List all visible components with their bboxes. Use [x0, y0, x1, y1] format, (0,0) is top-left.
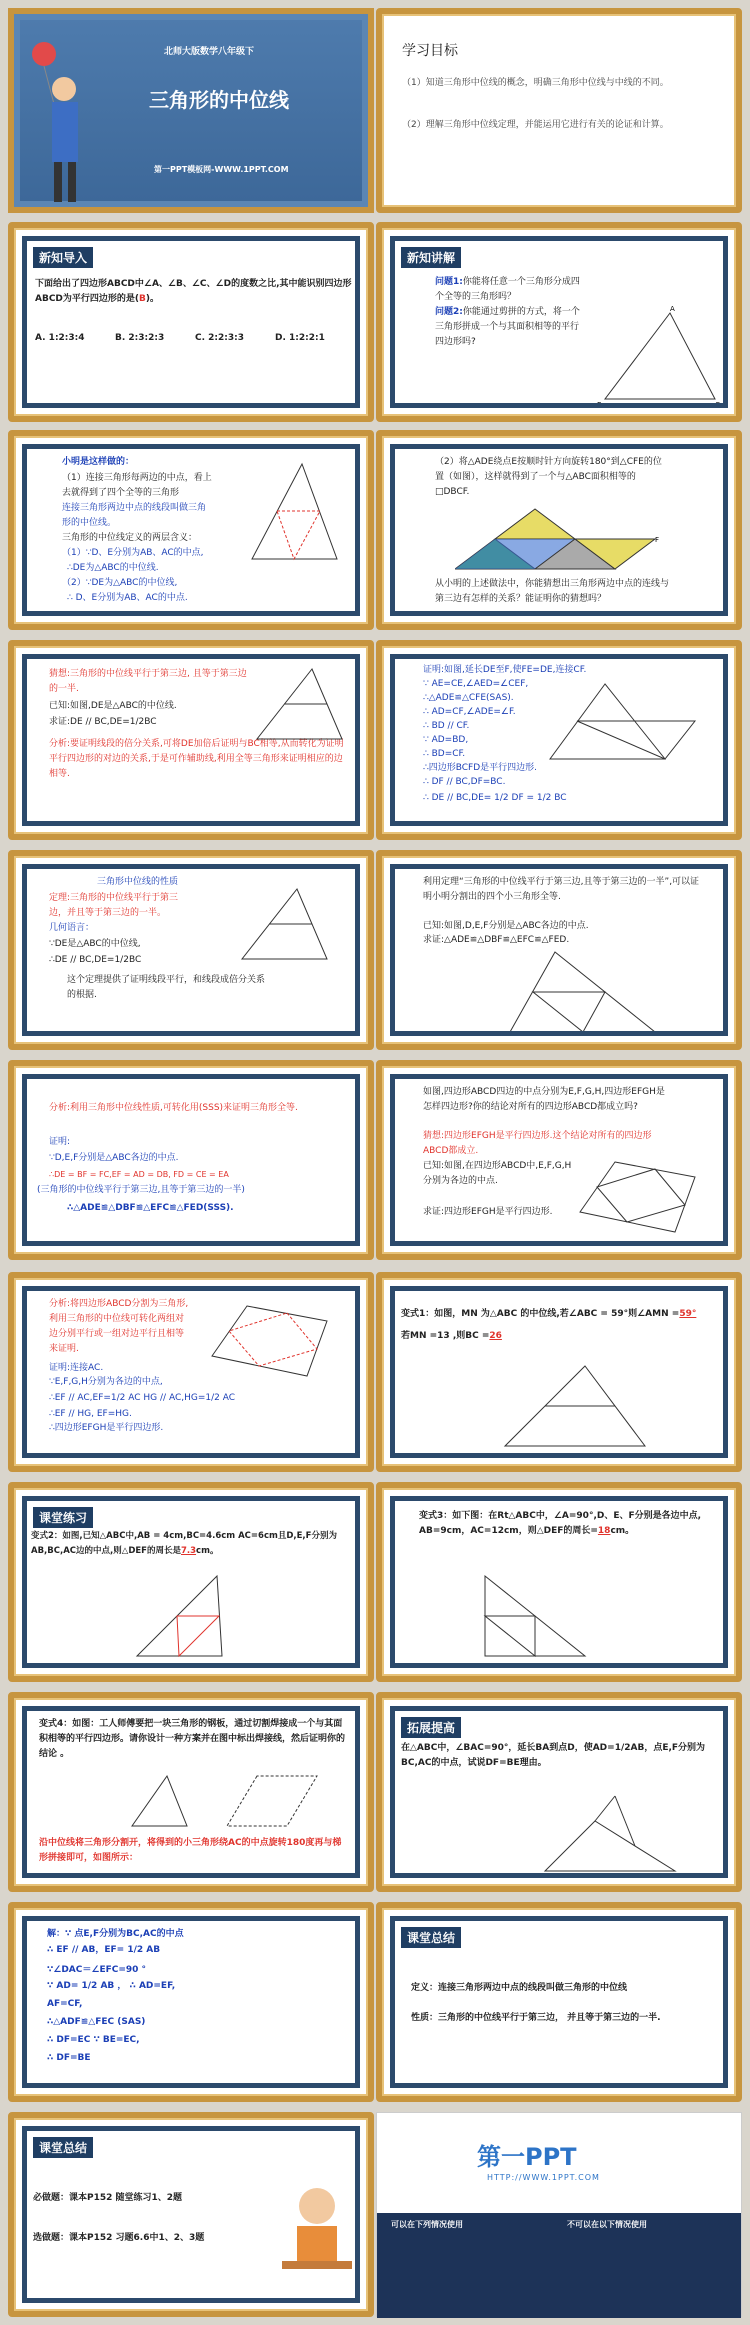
- perimeter-figure: [127, 1571, 247, 1661]
- quadrilateral-figure: [575, 1157, 705, 1237]
- svg-text:C: C: [715, 401, 720, 409]
- slide-solution: 解：∵ 点E,F分别为BC,AC的中点 ∴ EF // AB，EF= 1/2 AB ∵∠DAC＝∠EFC=90 ° ∵ AD= 1/2 AB ， ∴ AD=EF, AF=CF, ∴△ADF≌△FEC (SAS) ∴ DF=EC ∵ BE=EC, ∴ DF=BE: [8, 1902, 374, 2102]
- conjecture-figure: [247, 664, 347, 744]
- ppt-logo: 第一PPT: [477, 2143, 577, 2171]
- slide-application: 利用定理“三角形的中位线平行于第三边,且等于第三边的一半”,可以证明小明分割出的四个小三角形全等. 已知:如图,D,E,F分别是△ABC各边的中点. 求证:△ADE≌△DBF≌△EFC≌△FED.: [376, 850, 742, 1050]
- slide-tag: 课堂总结: [401, 1927, 461, 1948]
- cover-slide: [8, 8, 374, 213]
- slide-summary: 课堂总结 定义：连接三角形两边中点的线段叫做三角形的中位线 性质：三角形的中位线平行于第三边， 并且等于第三边的一半.: [376, 1902, 742, 2102]
- series-title: 北师大版数学八年级下: [164, 47, 255, 57]
- slide-variant-1: 变式1：如图，MN 为△ABC 的中位线,若∠ABC = 59°则∠AMN =59° 若MN =13 ,则BC =26: [376, 1272, 742, 1472]
- option-c: C. 2:2:3:3: [195, 333, 245, 343]
- slide-tag: 课堂练习: [33, 1507, 93, 1528]
- mn-figure: [495, 1361, 655, 1451]
- usage-allowed: 可以在下列情况使用: [391, 2220, 463, 2229]
- slide-quadrilateral: 如图,四边形ABCD四边的中点分别为E,F,G,H,四边形EFGH是怎样四边形?你的结论对所有的四边形ABCD都成立吗? 猜想:四边形EFGH是平行四边形.这个结论对所有的四边形ABCD都成立. 已知:如图,在四边形ABCD中,E,F,G,H分别为各边的中点. 求证:四边形EFGH是平行四边形.: [376, 1060, 742, 1260]
- slide-intro: [8, 222, 374, 422]
- rotation-figure: [455, 504, 705, 574]
- slide-objectives: [376, 8, 742, 213]
- cover-site: 第一PPT模板网-WWW.1PPT.COM: [154, 165, 289, 174]
- objectives-heading: 学习目标: [402, 43, 458, 59]
- svg-text:B: B: [597, 401, 602, 409]
- slide-xiaoming-1: 小明是这样做的： （1）连接三角形每两边的中点，看上去就得到了四个全等的三角形 连接三角形两边中点的线段叫做三角形的中位线。 三角形的中位线定义的两层含义： （1）∵D、E分别为AB、AC的中点, ∴DE为△ABC的中位线. （2）∵DE为△ABC的中位线, ∴ D、E分别为AB、AC的中点.: [8, 430, 374, 630]
- objective-2: （2）理解三角形中位线定理，并能运用它进行有关的论证和计算。: [402, 120, 669, 130]
- slide-variant-3: 变式3：如下图：在Rt△ABC中，∠A=90°,D、E、F分别是各边中点, AB=9cm，AC=12cm，则△DEF的周长=18cm。: [376, 1482, 742, 1682]
- cover-title: 三角形的中位线: [149, 88, 289, 112]
- slide-theorem: 三角形中位线的性质 定理:三角形的中位线平行于第三边，并且等于第三边的一半。 几何语言： ∵DE是△ABC的中位线, ∴DE // BC,DE=1/2BC 这个定理提供了证明线段平行，和线段成倍分关系的根据.: [8, 850, 374, 1050]
- usage-forbidden: 不可以在以下情况使用: [567, 2220, 647, 2229]
- slide-tag: 拓展提高: [401, 1717, 461, 1738]
- slide-explain: 新知讲解 问题1:你能将任意一个三角形分成四个全等的三角形吗？ 问题2:你能通过剪拼的方式，将一个三角形拼成一个与其面积相等的平行四边形吗? A B C: [376, 222, 742, 422]
- theorem-figure: [232, 884, 332, 964]
- slide-tag: 新知导入: [33, 247, 93, 268]
- application-figure: [505, 947, 665, 1036]
- option-d: D. 1:2:2:1: [275, 333, 325, 343]
- ppt-footer-slide: [376, 2112, 742, 2317]
- svg-text:A: A: [670, 305, 675, 313]
- slide-quad-proof: 分析:将四边形ABCD分割为三角形,利用三角形的中位线可转化两组对边分别平行或一组对边平行且相等来证明. 证明:连接AC. ∵E,F,G,H分别为各边的中点, ∴EF // AC,EF=1/2 AC HG // AC,HG=1/2 AC ∴EF // HG, EF=HG. ∴四边形EFGH是平行四边形.: [8, 1272, 374, 1472]
- option-a: A. 1:2:3:4: [35, 333, 85, 343]
- slide-tag: 课堂总结: [33, 2137, 93, 2158]
- student-illustration: [277, 2181, 357, 2291]
- slide-sss-proof: 分析:利用三角形中位线性质,可转化用(SSS)来证明三角形全等. 证明: ∵D,E,F分别是△ABC各边的中点. ∴DE = BF = FC,EF = AD = DB, FD = CE = EA (三角形的中位线平行于第三边,且等于第三边的一半) ∴△ADE≌△DBF≌△EFC≌△FED(SSS).: [8, 1060, 374, 1260]
- slide-xiaoming-2: （2）将△ADE绕点E按顺时针方向旋转180°到△CFE的位置（如图），这样就得到了一个与△ABC面积相等的□DBCF. F 从小明的上述做法中，你能猜想出三角形两边中点的连线与第三边有怎样的关系？能证明你的猜想吗？: [376, 430, 742, 630]
- slide-tag: 新知讲解: [401, 247, 461, 268]
- extension-figure: [535, 1791, 685, 1878]
- midline-figure: [242, 459, 342, 579]
- slide-proof: 证明:如图,延长DE至F,使FE=DE,连接CF. ∵ AE=CE,∠AED=∠CEF, ∴△ADE≌△CFE(SAS). ∴ AD=CF,∠ADE=∠F. ∴ BD // CF. ∵ AD=BD, ∴ BD=CF. ∴四边形BCFD是平行四边形. ∴ DF // BC,DF=BC. ∴ DE // BC,DE= 1/2 DF = 1/2 BC: [376, 640, 742, 840]
- slide-variant-4: 变式4：如图：工人师傅要把一块三角形的钢板，通过切割焊接成一个与其面积相等的平行四边形。请你设计一种方案并在图中标出焊接线，然后证明你的结论 。 沿中位线将三角形分割开，将得到的小三角形绕AC的中点旋转180度再与梯形拼接即可，如图所示：: [8, 1692, 374, 1892]
- slide-practice: 课堂练习 变式2：如图,已知△ABC中,AB = 4cm,BC=4.6cm AC=6cm且D,E,F分别为 AB,BC,AC边的中点,则△DEF的周长是7.3cm。: [8, 1482, 374, 1682]
- cut-weld-figure: [127, 1771, 327, 1831]
- proof-figure: [545, 679, 728, 769]
- ppt-url: HTTP://WWW.1PPT.COM: [487, 2173, 600, 2182]
- svg-text:F: F: [655, 536, 660, 544]
- quad-proof-figure: [207, 1301, 337, 1381]
- slide-extension: 拓展提高 在△ABC中，∠BAC=90°，延长BA到点D，使AD=1/2AB，点E,F分别为BC,AC的中点，试说DF=BE理由。: [376, 1692, 742, 1892]
- slide-homework: 课堂总结 必做题：课本P152 随堂练习1、2题 选做题：课本P152 习题6.6中1、2、3题: [8, 2112, 374, 2317]
- option-b: B. 2:3:2:3: [115, 333, 165, 343]
- objective-1: （1）知道三角形中位线的概念，明确三角形中位线与中线的不同。: [402, 78, 669, 88]
- right-triangle-figure: [475, 1571, 595, 1661]
- teacher-illustration: [24, 34, 94, 213]
- triangle-figure: [595, 301, 725, 408]
- slide-conjecture: 猜想:三角形的中位线平行于第三边, 且等于第三边的一半. 已知:如图,DE是△ABC的中位线. 求证:DE // BC,DE=1/2BC 分析:要证明线段的倍分关系,可将DE加倍后证明与BC相等,从而转化为证明平行四边形的对边的关系,于是可作辅助线,利用全等三角形来证明相应的边相等.: [8, 640, 374, 840]
- intro-question: 下面给出了四边形ABCD中∠A、∠B、∠C、∠D的度数之比,其中能识别四边形ABCD为平行四边形的是(B)。: [35, 279, 352, 304]
